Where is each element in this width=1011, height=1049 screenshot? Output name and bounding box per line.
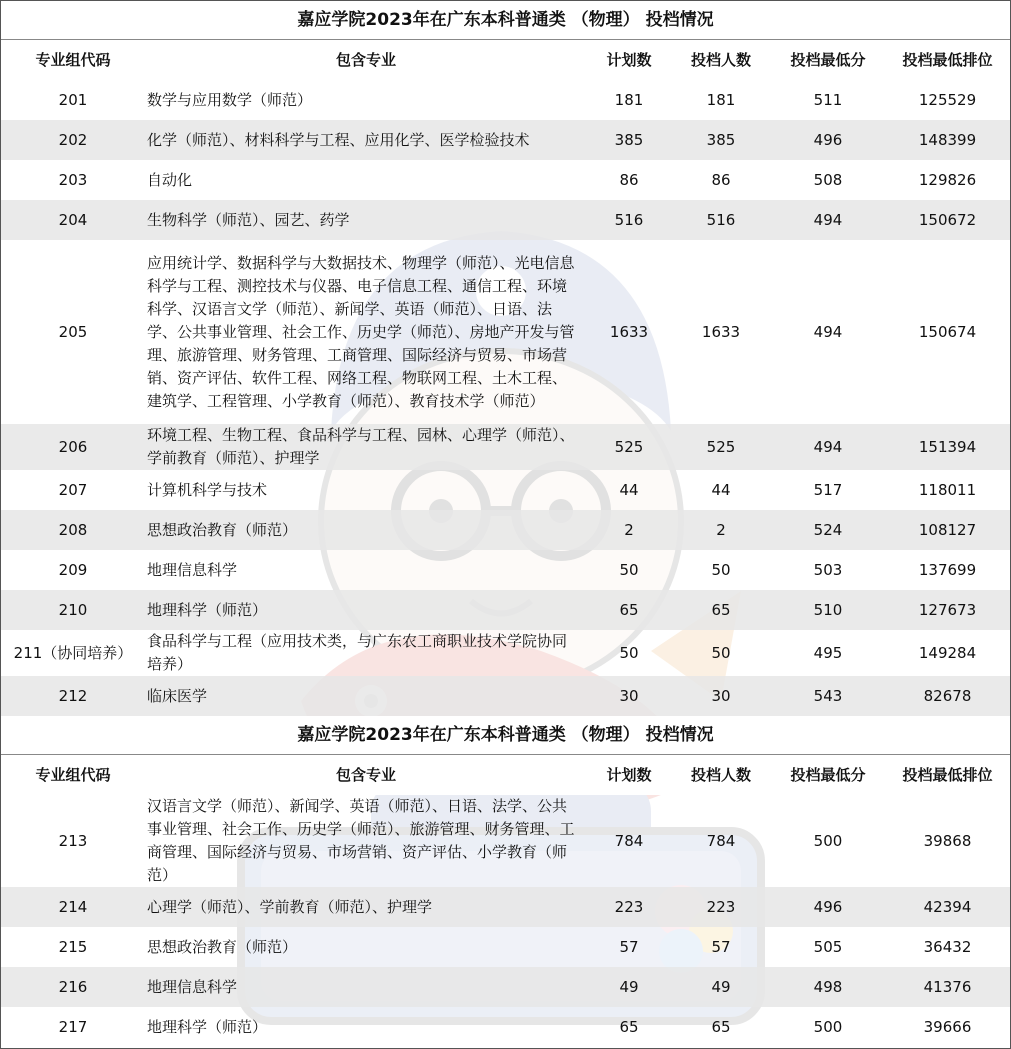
cell-code: 201 [1, 80, 145, 120]
cell-min-rank: 150672 [885, 200, 1010, 240]
cell-majors: 地理科学（师范） [145, 590, 587, 630]
cell-majors: 数学与应用数学（师范） [145, 80, 587, 120]
cell-min-rank: 42394 [885, 887, 1010, 927]
table-row [1, 967, 1010, 1007]
cell-min-rank: 137699 [885, 550, 1010, 590]
cell-min-score: 494 [771, 424, 885, 470]
cell-majors: 心理学（师范）、学前教育（师范）、护理学 [145, 887, 587, 927]
cell-majors: 思想政治教育（师范） [145, 510, 587, 550]
cell-plan: 86 [587, 160, 671, 200]
cell-min-score: 496 [771, 887, 885, 927]
cell-min-score: 496 [771, 120, 885, 160]
cell-min-score: 517 [771, 470, 885, 510]
cell-min-rank: 36432 [885, 927, 1010, 967]
cell-admitted: 784 [671, 795, 771, 887]
cell-plan: 223 [587, 887, 671, 927]
cell-plan: 1633 [587, 240, 671, 424]
cell-min-score: 494 [771, 240, 885, 424]
cell-plan: 784 [587, 795, 671, 887]
table-row [1, 927, 1010, 967]
cell-admitted: 30 [671, 676, 771, 716]
cell-majors: 化学（师范）、材料科学与工程、应用化学、医学检验技术 [145, 120, 587, 160]
header-plan: 计划数 [587, 755, 671, 796]
cell-admitted: 57 [671, 927, 771, 967]
cell-min-rank: 125529 [885, 80, 1010, 120]
cell-min-rank: 129826 [885, 160, 1010, 200]
cell-code: 203 [1, 160, 145, 200]
cell-code: 205 [1, 240, 145, 424]
cell-plan: 525 [587, 424, 671, 470]
cell-plan: 44 [587, 470, 671, 510]
cell-min-score: 500 [771, 795, 885, 887]
cell-min-rank: 150674 [885, 240, 1010, 424]
cell-code: 208 [1, 510, 145, 550]
cell-plan: 65 [587, 590, 671, 630]
cell-admitted: 181 [671, 80, 771, 120]
table-row [1, 676, 1010, 716]
header-min-score: 投档最低分 [771, 755, 885, 796]
cell-code: 204 [1, 200, 145, 240]
table-row [1, 550, 1010, 590]
cell-min-rank: 39666 [885, 1007, 1010, 1047]
cell-min-score: 498 [771, 967, 885, 1007]
header-code: 专业组代码 [1, 755, 145, 796]
cell-plan: 516 [587, 200, 671, 240]
cell-code: 216 [1, 967, 145, 1007]
cell-admitted: 385 [671, 120, 771, 160]
section-title: 嘉应学院2023年在广东本科普通类 （物理） 投档情况 [1, 1, 1010, 40]
table-row [1, 795, 1010, 887]
cell-min-score: 500 [771, 1007, 885, 1047]
cell-min-rank: 118011 [885, 470, 1010, 510]
cell-admitted: 1633 [671, 240, 771, 424]
header-row [1, 40, 1010, 81]
cell-plan: 2 [587, 510, 671, 550]
admission-table [1, 1, 1010, 1047]
cell-admitted: 65 [671, 590, 771, 630]
table-row [1, 160, 1010, 200]
cell-majors: 环境工程、生物工程、食品科学与工程、园林、心理学（师范）、学前教育（师范）、护理学 [145, 424, 587, 470]
cell-majors: 思想政治教育（师范） [145, 927, 587, 967]
cell-admitted: 65 [671, 1007, 771, 1047]
cell-admitted: 525 [671, 424, 771, 470]
cell-code: 209 [1, 550, 145, 590]
cell-admitted: 86 [671, 160, 771, 200]
table-row [1, 200, 1010, 240]
cell-majors: 地理信息科学 [145, 550, 587, 590]
cell-admitted: 50 [671, 630, 771, 676]
header-row [1, 755, 1010, 796]
cell-majors: 应用统计学、数据科学与大数据技术、物理学（师范）、光电信息科学与工程、测控技术与仪器、电子信息工程、通信工程、环境科学、汉语言文学（师范）、新闻学、英语（师范）、日语、法学、公共事业管理、社会工作、历史学（师范）、房地产开发与管理、旅游管理、财务管理、工商管理、国际经济与贸易、市场营销、资产评估、软件工程、网络工程、物联网工程、土木工程、建筑学、工程管理、小学教育（师范）、教育技术学（师范） [145, 240, 587, 424]
cell-code: 206 [1, 424, 145, 470]
cell-code: 207 [1, 470, 145, 510]
cell-plan: 65 [587, 1007, 671, 1047]
table-row [1, 424, 1010, 470]
table-row [1, 470, 1010, 510]
cell-code: 217 [1, 1007, 145, 1047]
cell-min-score: 543 [771, 676, 885, 716]
cell-code: 210 [1, 590, 145, 630]
table-row [1, 120, 1010, 160]
table-row [1, 1007, 1010, 1047]
section-title: 嘉应学院2023年在广东本科普通类 （物理） 投档情况 [1, 716, 1010, 755]
cell-min-rank: 127673 [885, 590, 1010, 630]
cell-majors: 地理信息科学 [145, 967, 587, 1007]
cell-min-score: 508 [771, 160, 885, 200]
cell-admitted: 2 [671, 510, 771, 550]
cell-majors: 临床医学 [145, 676, 587, 716]
cell-majors: 汉语言文学（师范）、新闻学、英语（师范）、日语、法学、公共事业管理、社会工作、历史学（师范）、旅游管理、财务管理、工商管理、国际经济与贸易、市场营销、资产评估、小学教育（师范） [145, 795, 587, 887]
cell-min-score: 511 [771, 80, 885, 120]
header-plan: 计划数 [587, 40, 671, 81]
header-majors: 包含专业 [145, 755, 587, 796]
cell-min-rank: 82678 [885, 676, 1010, 716]
cell-majors: 自动化 [145, 160, 587, 200]
cell-plan: 385 [587, 120, 671, 160]
cell-min-score: 524 [771, 510, 885, 550]
cell-min-score: 495 [771, 630, 885, 676]
cell-min-score: 494 [771, 200, 885, 240]
cell-code: 213 [1, 795, 145, 887]
table-row [1, 240, 1010, 424]
cell-plan: 49 [587, 967, 671, 1007]
header-admitted: 投档人数 [671, 755, 771, 796]
table-row [1, 510, 1010, 550]
cell-majors: 生物科学（师范）、园艺、药学 [145, 200, 587, 240]
cell-code: 214 [1, 887, 145, 927]
section-title-row [1, 1, 1010, 40]
cell-min-score: 510 [771, 590, 885, 630]
cell-majors: 地理科学（师范） [145, 1007, 587, 1047]
cell-min-rank: 39868 [885, 795, 1010, 887]
cell-plan: 30 [587, 676, 671, 716]
cell-plan: 50 [587, 550, 671, 590]
cell-admitted: 223 [671, 887, 771, 927]
cell-majors: 计算机科学与技术 [145, 470, 587, 510]
cell-min-rank: 151394 [885, 424, 1010, 470]
cell-majors: 食品科学与工程（应用技术类，与广东农工商职业技术学院协同培养） [145, 630, 587, 676]
header-min-score: 投档最低分 [771, 40, 885, 81]
header-min-rank: 投档最低排位 [885, 755, 1010, 796]
table-row [1, 630, 1010, 676]
cell-min-score: 505 [771, 927, 885, 967]
cell-min-rank: 41376 [885, 967, 1010, 1007]
cell-plan: 57 [587, 927, 671, 967]
table-row [1, 590, 1010, 630]
cell-code: 211（协同培养） [1, 630, 145, 676]
header-code: 专业组代码 [1, 40, 145, 81]
cell-code: 212 [1, 676, 145, 716]
cell-code: 202 [1, 120, 145, 160]
cell-min-rank: 149284 [885, 630, 1010, 676]
cell-admitted: 50 [671, 550, 771, 590]
cell-code: 215 [1, 927, 145, 967]
header-majors: 包含专业 [145, 40, 587, 81]
cell-admitted: 516 [671, 200, 771, 240]
cell-min-score: 503 [771, 550, 885, 590]
cell-min-rank: 108127 [885, 510, 1010, 550]
table-row [1, 887, 1010, 927]
table-row [1, 80, 1010, 120]
section-title-row [1, 716, 1010, 755]
header-admitted: 投档人数 [671, 40, 771, 81]
cell-min-rank: 148399 [885, 120, 1010, 160]
cell-plan: 181 [587, 80, 671, 120]
cell-admitted: 49 [671, 967, 771, 1007]
cell-admitted: 44 [671, 470, 771, 510]
header-min-rank: 投档最低排位 [885, 40, 1010, 81]
cell-plan: 50 [587, 630, 671, 676]
